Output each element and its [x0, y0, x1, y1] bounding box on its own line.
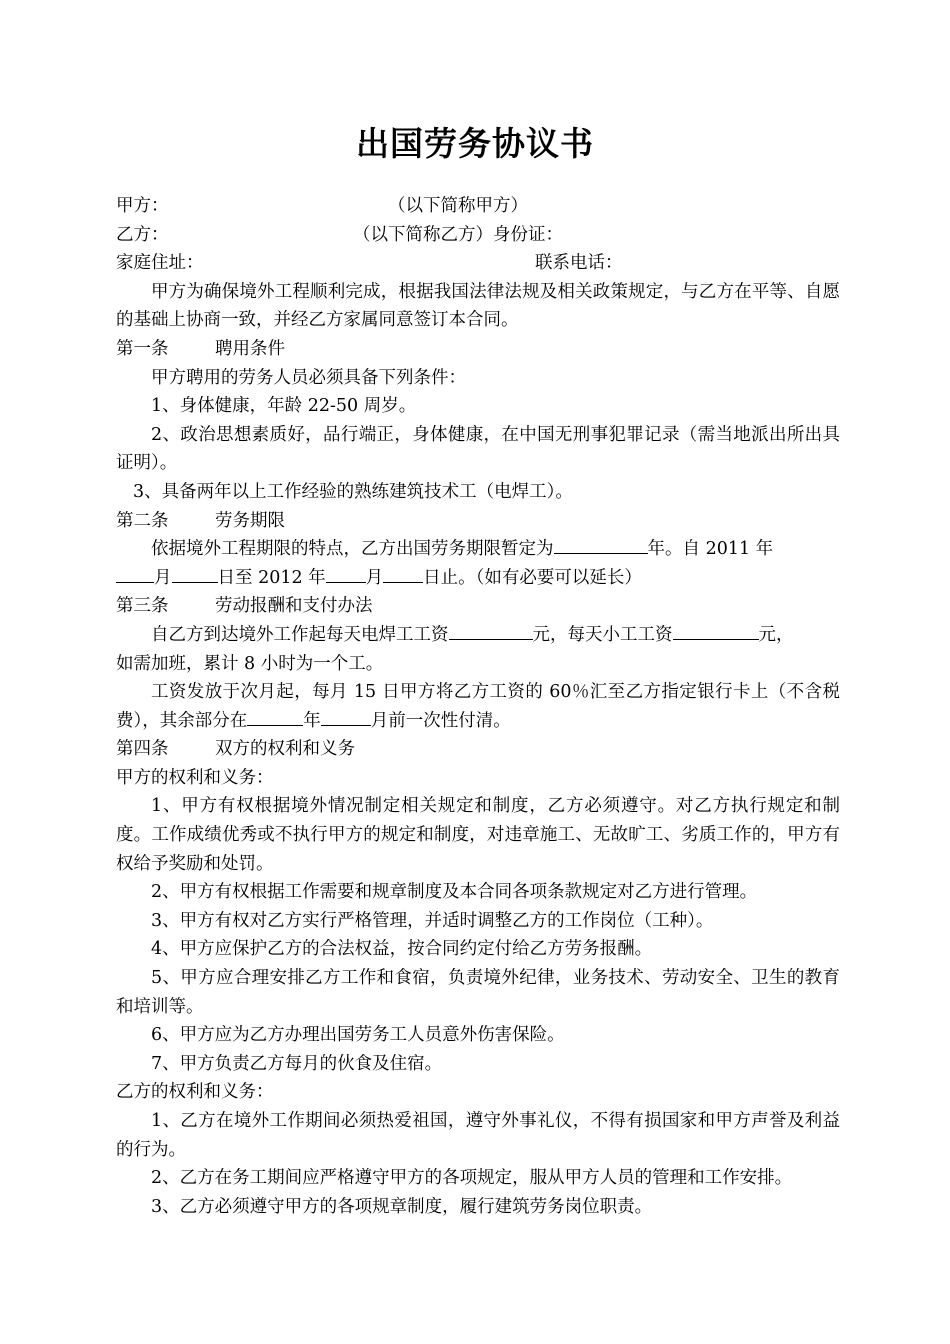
party-a-rights-item: 2、甲方有权根据工作需要和规章制度及本合同各项条款规定对乙方进行管理。	[151, 882, 758, 903]
term-years-blank	[554, 535, 648, 554]
article-4-title: 双方的权利和义务	[215, 739, 355, 760]
party-b-rights-item: 3、乙方必须遵守甲方的各项规章制度，履行建筑劳务岗位职责。	[151, 1196, 653, 1217]
article-3-text: 自乙方到达境外工作起每天电焊工工资	[151, 624, 449, 645]
party-a-rights-item: 3、甲方有权对乙方实行严格管理，并适时调整乙方的工作岗位（工种）。	[151, 910, 714, 931]
party-a-rights-item: 6、甲方应为乙方办理出国劳务工人员意外伤害保险。	[151, 1025, 565, 1046]
document-body	[116, 192, 840, 1221]
intro-paragraph: 甲方为确保境外工程顺利完成，根据我国法律法规及相关政策规定，与乙方在平等、自愿的基础上协商一致，并经乙方家属同意签订本合同。	[116, 281, 840, 331]
party-a-rights-item: 5、甲方应合理安排乙方工作和食宿，负责境外纪律，业务技术、劳动安全、卫生的教育和培训等。	[116, 968, 840, 1017]
address-line	[116, 249, 840, 278]
article-3-text: 年	[303, 710, 321, 731]
article-1-item: 1、身体健康，年龄 22-50 周岁。	[151, 396, 417, 417]
article-4-number: 第四条	[116, 739, 169, 760]
party-b-rights-item: 2、乙方在务工期间应严格遵守甲方的各项规定，服从甲方人员的管理和工作安排。	[151, 1168, 793, 1189]
party-a-rights-item: 4、甲方应保护乙方的合法权益，按合同约定付给乙方劳务报酬。	[151, 939, 653, 960]
phone-label: 联系电话：	[535, 253, 623, 274]
party-b-label: 乙方：	[116, 224, 169, 245]
article-4-heading	[116, 735, 840, 764]
article-2-text: 月	[365, 567, 384, 588]
article-2-text: 年。自 2011 年	[647, 539, 774, 560]
party-b-rights-item: 1、乙方在境外工作期间必须热爱祖国，遵守外事礼仪，不得有损国家和甲方声誉及利益的行为。	[116, 1111, 840, 1160]
article-2-text: 依据境外工程期限的特点，乙方出国劳务期限暂定为	[151, 539, 554, 560]
party-a-rights-item: 1、甲方有权根据境外情况制定相关规定和制度，乙方必须遵守。对乙方执行规定和制度。工作成绩优秀或不执行甲方的规定和制度，对违章施工、无故旷工、劣质工作的，甲方有权给予奖励和处罚。	[116, 796, 840, 874]
article-1-number: 第一条	[116, 338, 169, 359]
party-a-rights-item: 7、甲方负责乙方每月的伙食及住宿。	[151, 1053, 443, 1074]
article-2-title: 劳务期限	[215, 510, 285, 531]
article-3-title: 劳动报酬和支付办法	[215, 596, 373, 617]
article-2-text: 日止。（如有必要可以延长）	[423, 567, 642, 588]
article-1-title: 聘用条件	[215, 338, 285, 359]
final-pay-month-blank	[321, 707, 371, 726]
party-b-line	[116, 221, 840, 250]
article-3-text: 工资发放于次月起，每月 15 日甲方将乙方工资的 60％汇至乙方指定银行卡上（不含税费），其余部分在	[116, 682, 840, 731]
party-a-note: （以下简称甲方）	[388, 196, 528, 216]
article-3-paragraph-line-1	[116, 621, 840, 650]
start-day-blank	[172, 564, 218, 583]
party-a-rights-heading: 甲方的权利和义务：	[116, 767, 274, 788]
end-month-blank	[326, 564, 366, 583]
address-label: 家庭住址：	[116, 253, 204, 274]
article-3-text: 月前一次性付清。	[370, 710, 511, 731]
article-2-heading	[116, 507, 840, 536]
laborer-wage-blank	[673, 621, 759, 640]
start-month-blank	[116, 564, 154, 583]
article-3-text: 元，每天小工工资	[532, 624, 673, 645]
final-pay-year-blank	[247, 707, 303, 726]
welder-wage-blank	[449, 621, 533, 640]
article-2-paragraph-line-2	[116, 564, 840, 593]
article-3-number: 第三条	[116, 596, 169, 617]
article-1-item: 3、具备两年以上工作经验的熟练建筑技术工（电焊工）。	[133, 481, 573, 502]
article-1-lead: 甲方聘用的劳务人员必须具备下列条件：	[151, 367, 466, 388]
article-3-paragraph-line-2: 如需加班，累计 8 小时为一个工。	[116, 653, 384, 674]
article-2-text: 月	[154, 567, 172, 588]
article-2-number: 第二条	[116, 510, 169, 531]
party-b-rights-heading: 乙方的权利和义务：	[116, 1082, 274, 1103]
article-3-heading	[116, 592, 840, 621]
article-2-paragraph-line-1	[116, 535, 840, 564]
article-3-paragraph-2	[116, 678, 840, 735]
document-title: 出国劳务协议书	[356, 124, 594, 163]
article-3-text: 元，	[758, 624, 794, 645]
party-a-label: 甲方：	[116, 196, 169, 216]
article-1-item: 2、政治思想素质好，品行端正，身体健康，在中国无刑事犯罪记录（需当地派出所出具证明）。	[116, 424, 840, 474]
article-2-text: 日至 2012 年	[217, 567, 326, 588]
end-day-blank	[383, 564, 423, 583]
article-1-heading	[116, 335, 840, 364]
party-b-note: （以下简称乙方）身份证：	[353, 224, 563, 245]
party-a-line	[116, 192, 840, 221]
